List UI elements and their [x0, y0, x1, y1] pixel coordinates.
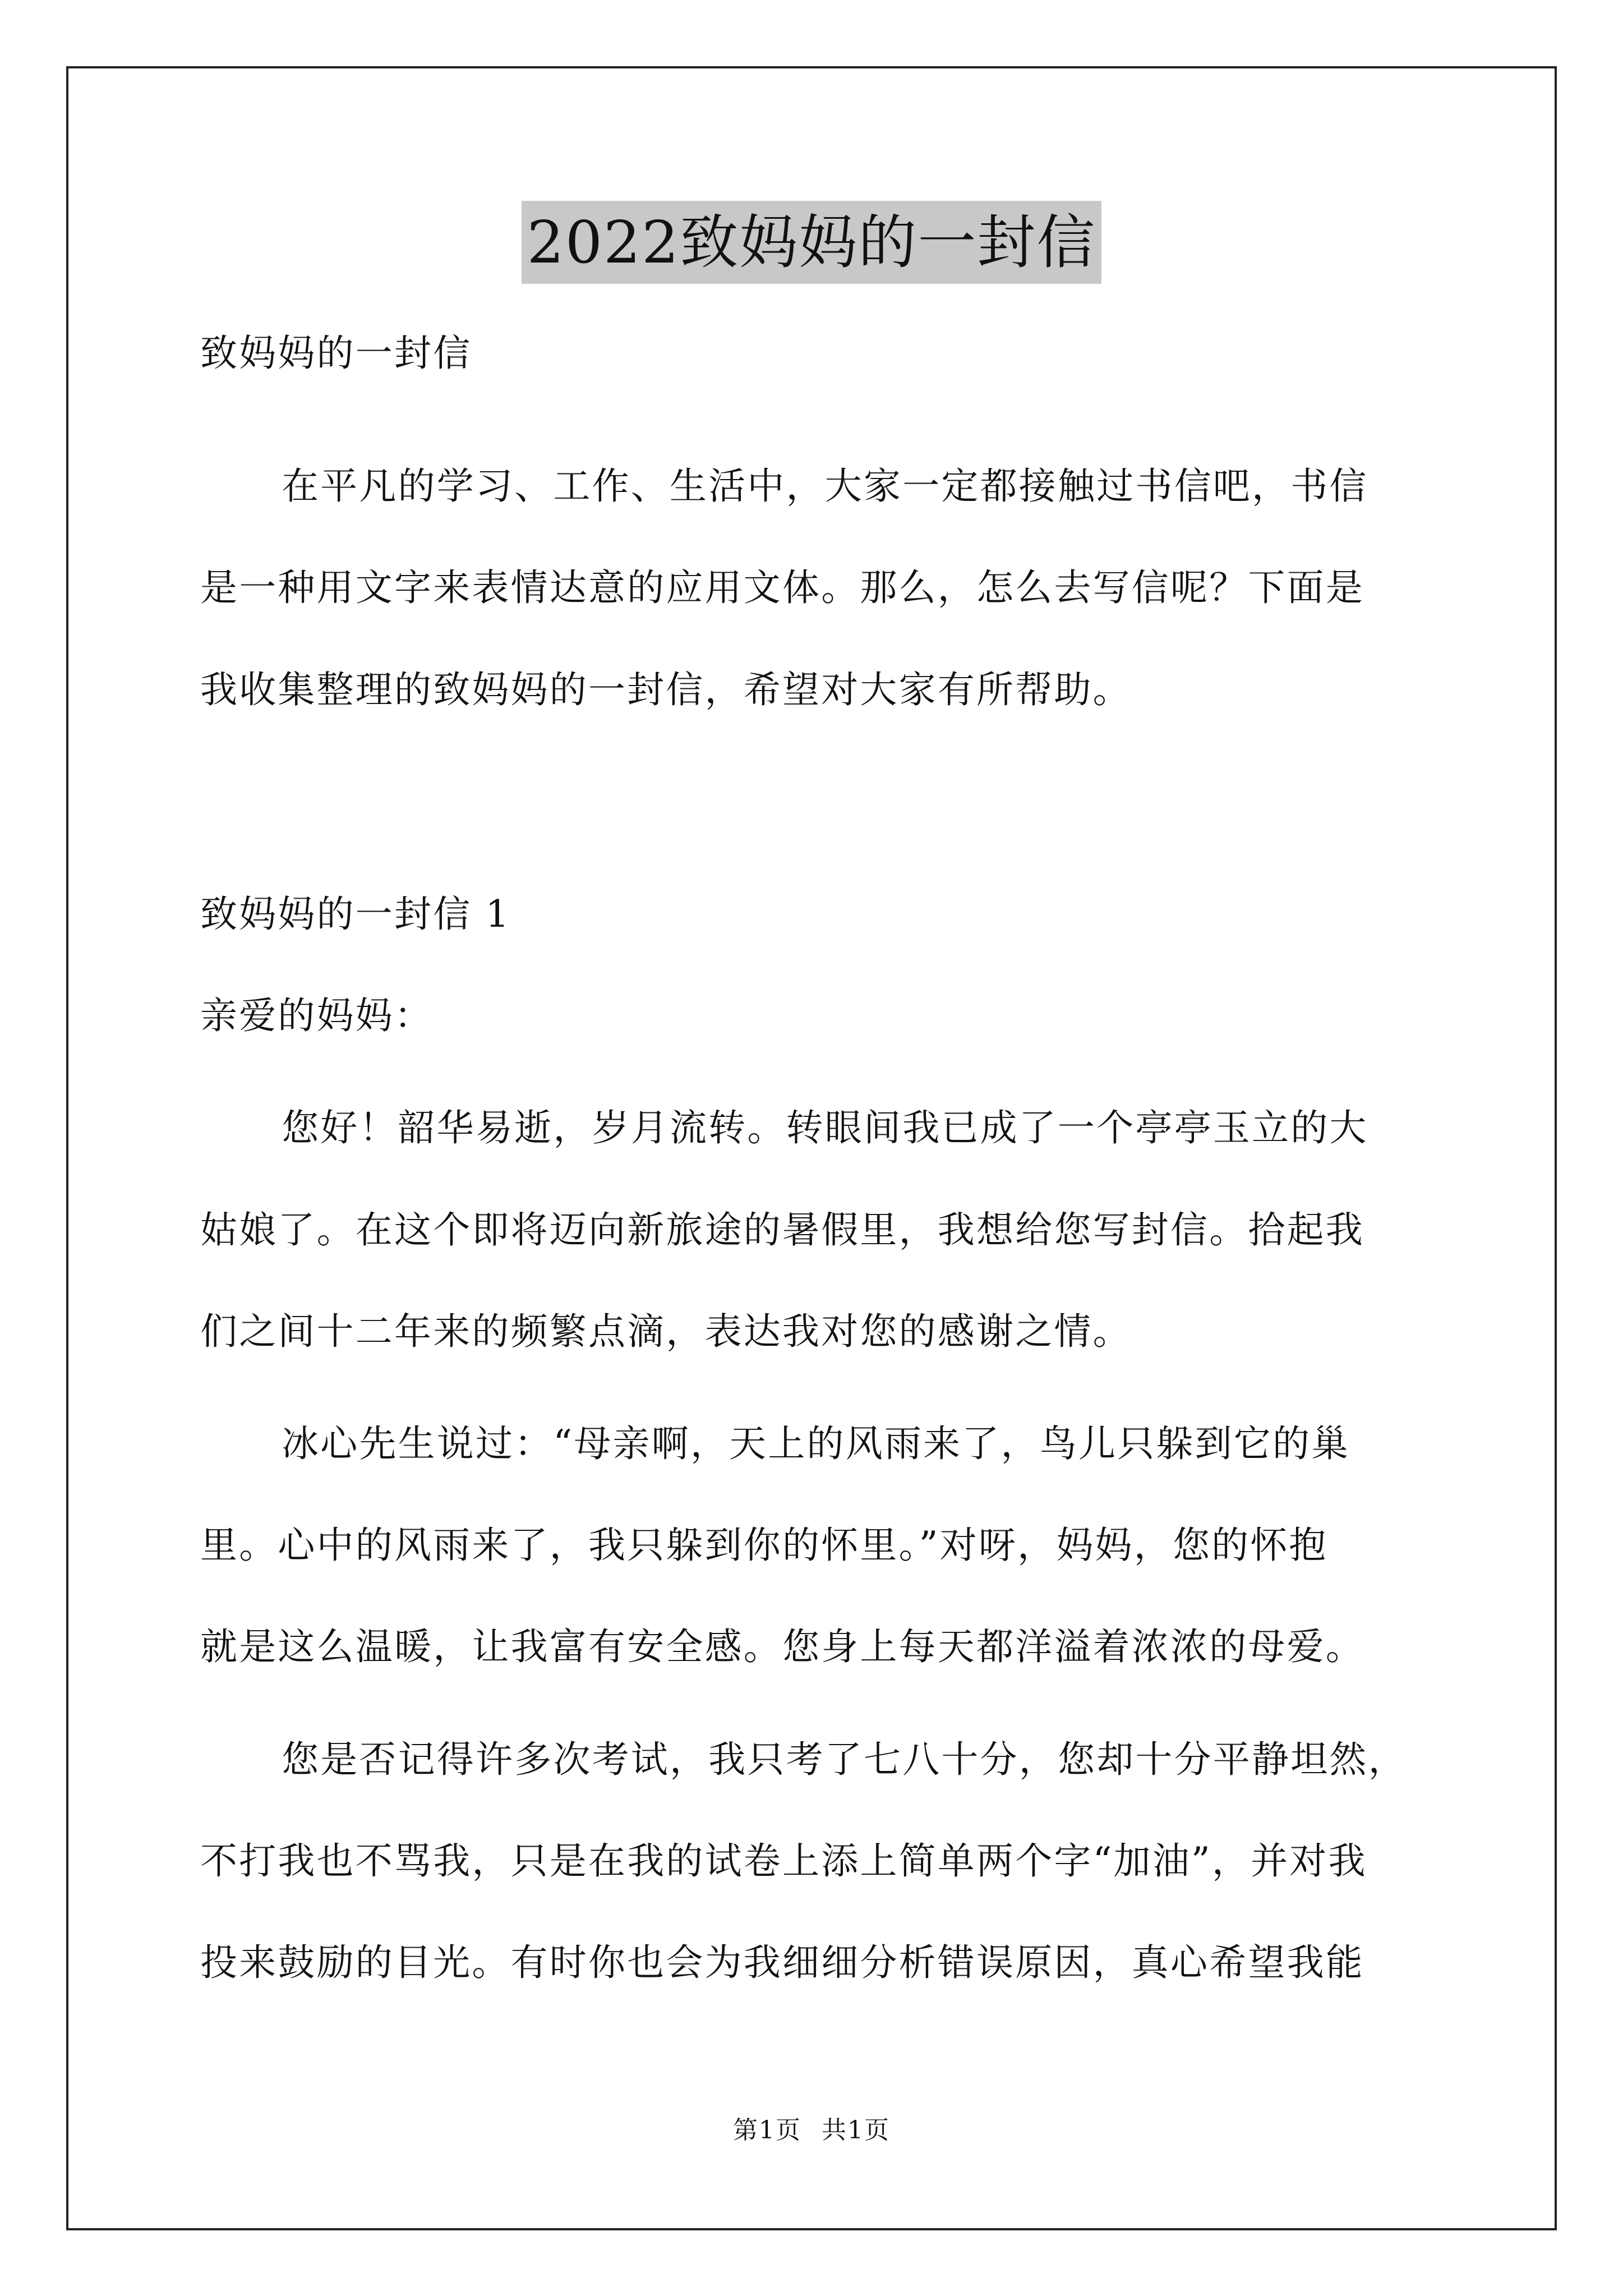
paragraph-line: 里。心中的风雨来了，我只躲到你的怀里。”对呀，妈妈，您的怀抱 — [200, 1524, 1328, 1567]
document-title: 2022致妈妈的一封信 — [522, 201, 1102, 284]
page-footer — [0, 2114, 1623, 2147]
section-heading: 致妈妈的一封信 1 — [200, 892, 511, 936]
salutation-line: 亲爱的妈妈： — [200, 994, 434, 1037]
paragraph-line: 姑娘了。在这个即将迈向新旅途的暑假里，我想给您写封信。拾起我 — [200, 1208, 1364, 1251]
subtitle-line: 致妈妈的一封信 — [200, 332, 472, 375]
paragraph-line: 冰心先生说过：“母亲啊，天上的风雨来了，鸟儿只躲到它的巢 — [282, 1422, 1350, 1465]
paragraph-line: 们之间十二年来的频繁点滴，表达我对您的感谢之情。 — [200, 1310, 1132, 1353]
paragraph-line: 您是否记得许多次考试，我只考了七八十分，您却十分平静坦然， — [282, 1738, 1407, 1781]
paragraph-line: 投来鼓励的目光。有时你也会为我细细分析错误原因，真心希望我能 — [200, 1941, 1364, 1984]
paragraph-line: 您好！韶华易逝，岁月流转。转眼间我已成了一个亭亭玉立的大 — [282, 1106, 1368, 1149]
paragraph-line: 在平凡的学习、工作、生活中，大家一定都接触过书信吧，书信 — [282, 464, 1368, 508]
page-number-current: 第1页 — [733, 2116, 801, 2145]
paragraph-line: 是一种用文字来表情达意的应用文体。那么，怎么去写信呢？下面是 — [200, 566, 1364, 609]
paragraph-line: 就是这么温暖，让我富有安全感。您身上每天都洋溢着浓浓的母爱。 — [200, 1625, 1364, 1668]
paragraph-line: 我收集整理的致妈妈的一封信，希望对大家有所帮助。 — [200, 668, 1132, 711]
page-number-total: 共1页 — [822, 2116, 890, 2145]
paragraph-line: 不打我也不骂我，只是在我的试卷上添上简单两个字“加油”，并对我 — [200, 1839, 1367, 1883]
title-container — [0, 201, 1623, 284]
